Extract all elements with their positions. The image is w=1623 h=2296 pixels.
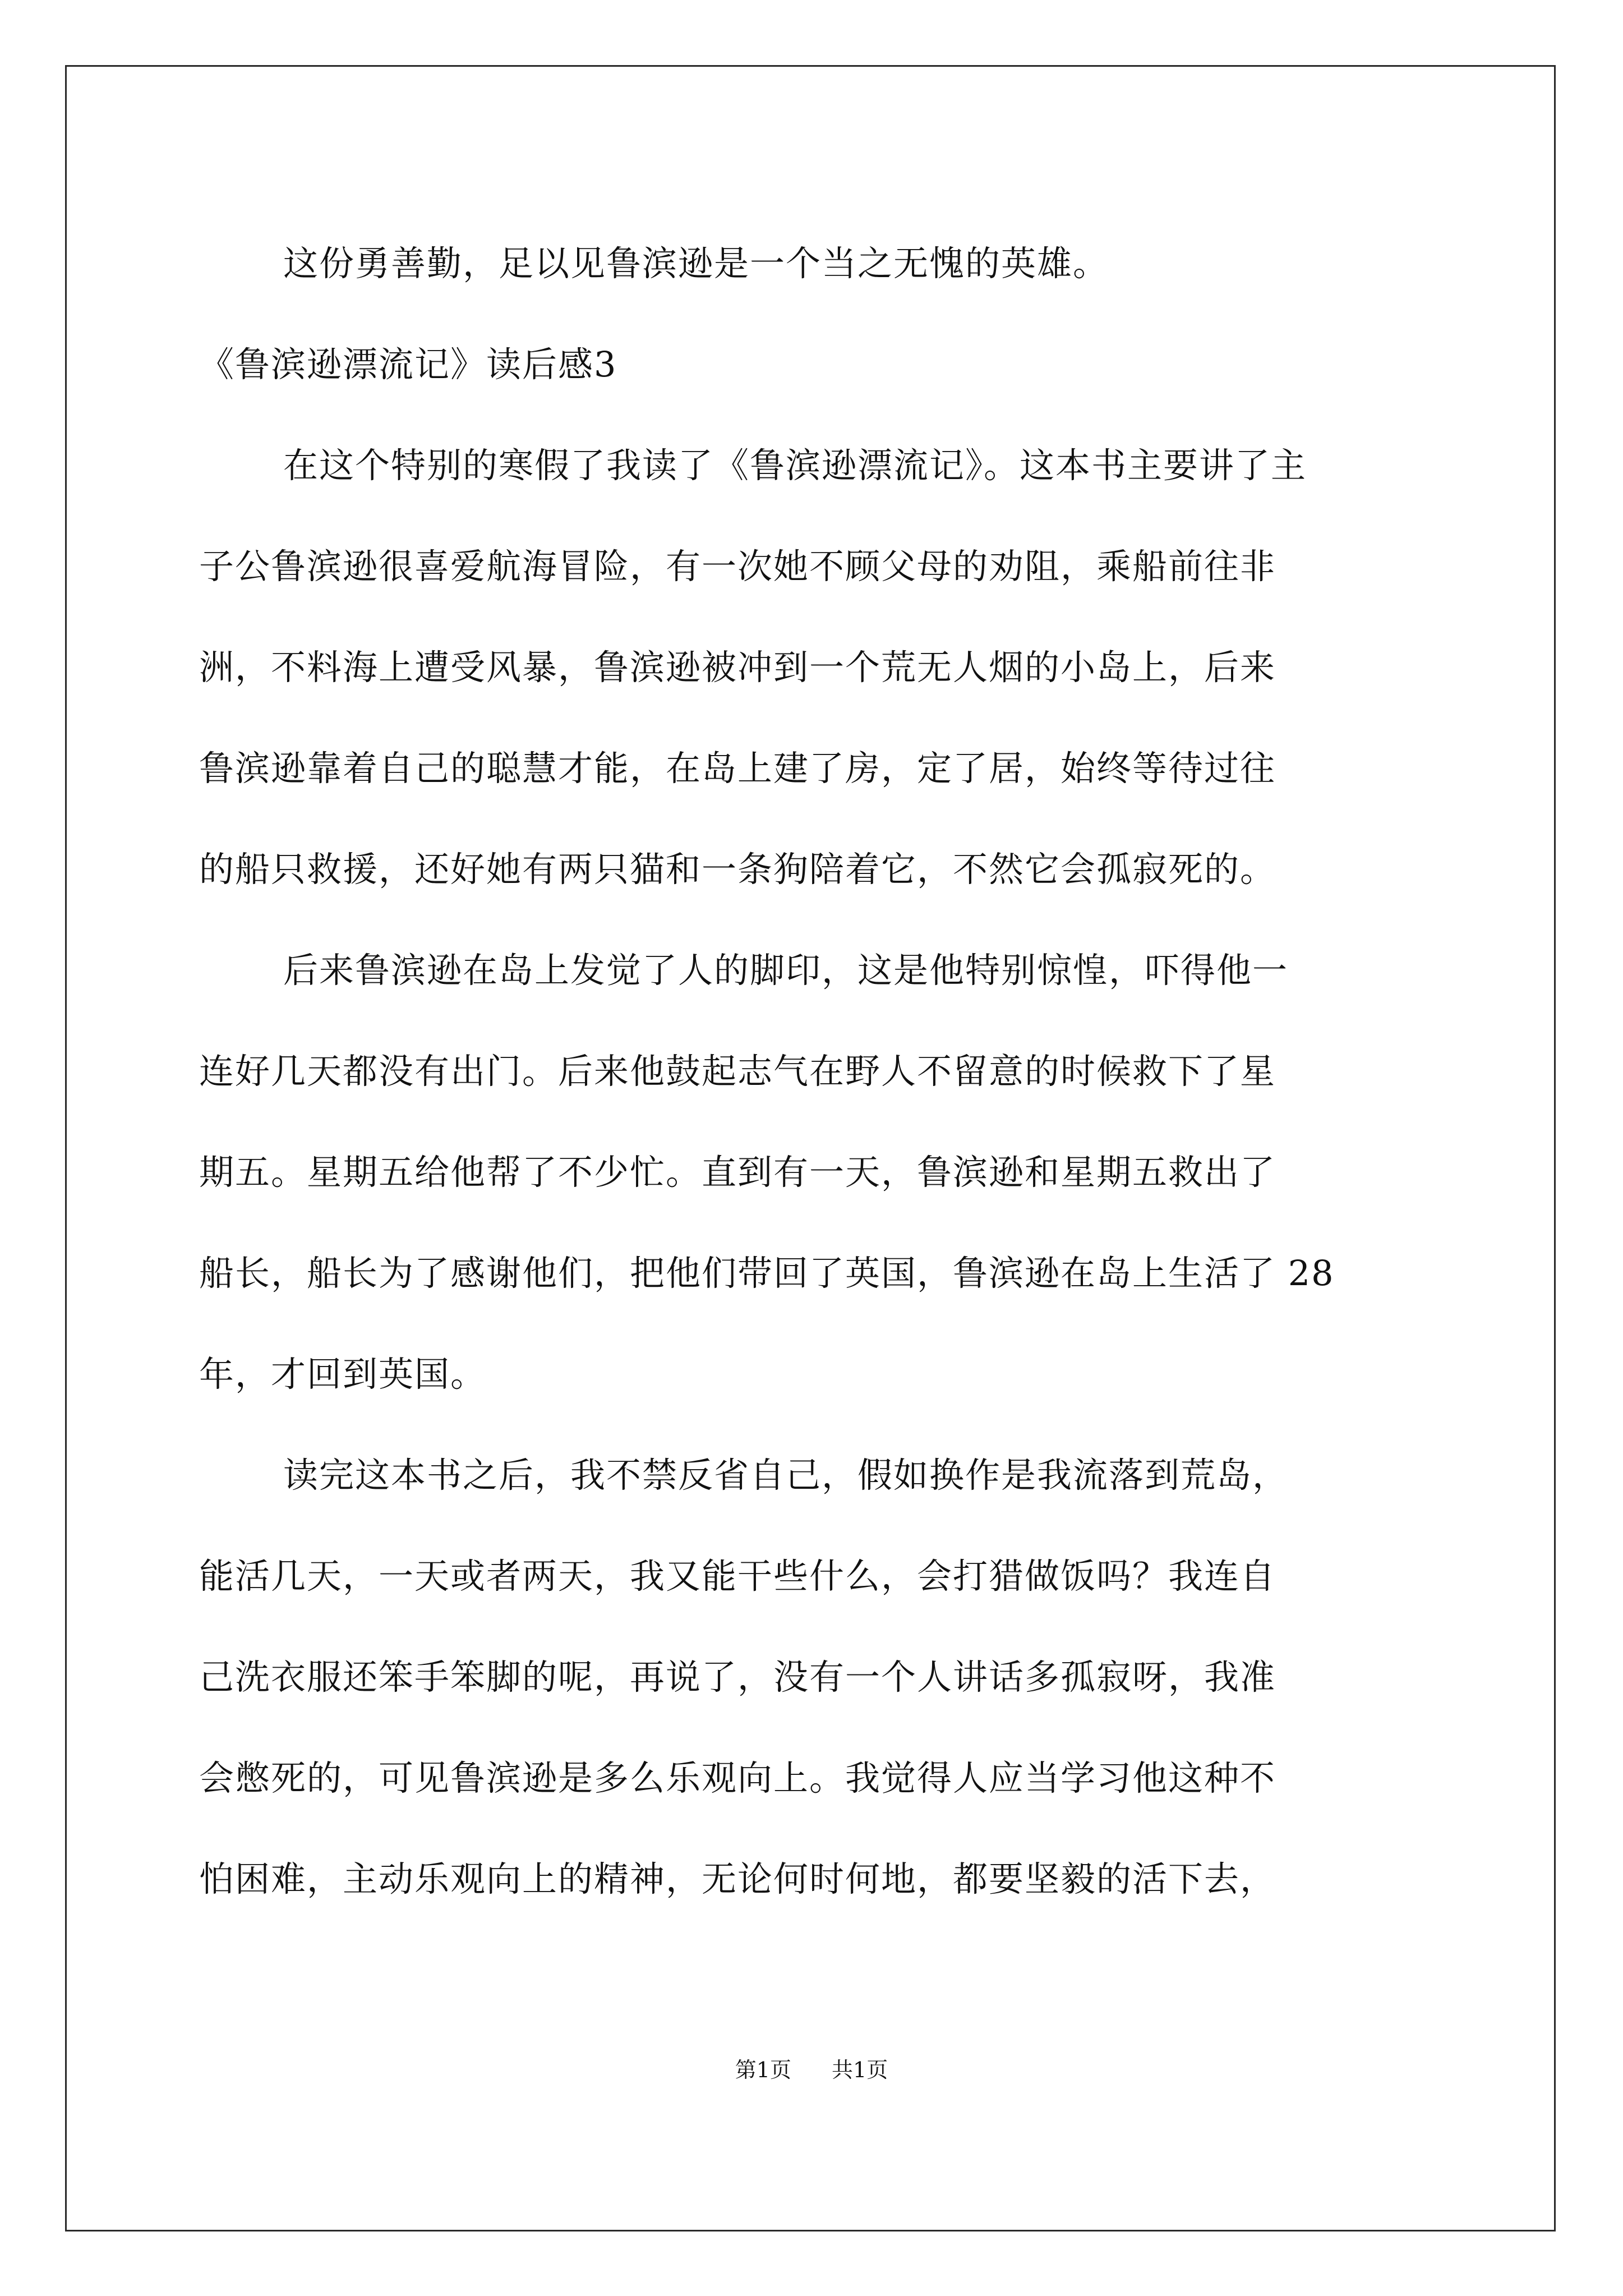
page-footer (0, 2056, 1623, 2084)
paragraph-line: 的船只救援，还好她有两只猫和一条狗陪着它，不然它会孤寂死的。 (199, 849, 1276, 890)
paragraph-line: 连好几天都没有出门。后来他鼓起志气在野人不留意的时候救下了星 (199, 1051, 1276, 1092)
paragraph-line: 会憋死的，可见鲁滨逊是多么乐观向上。我觉得人应当学习他这种不 (199, 1757, 1276, 1798)
paragraph-line: 能活几天，一天或者两天，我又能干些什么，会打猎做饭吗？我连自 (199, 1556, 1276, 1596)
paragraph-line: 子公鲁滨逊很喜爱航海冒险，有一次她不顾父母的劝阻，乘船前往非 (199, 546, 1276, 587)
paragraph-line: 期五。星期五给他帮了不少忙。直到有一天，鲁滨逊和星期五救出了 (199, 1152, 1276, 1193)
paragraph-line: 鲁滨逊靠着自己的聪慧才能，在岛上建了房，定了居，始终等待过往 (199, 748, 1276, 789)
paragraph-line: 在这个特别的寒假了我读了《鲁滨逊漂流记》。这本书主要讲了主 (283, 445, 1307, 486)
page-total: 共1页 (832, 2058, 888, 2082)
document-body (199, 213, 1430, 1930)
page-number: 第1页 (735, 2058, 791, 2082)
paragraph-line: 年，才回到英国。 (199, 1354, 487, 1395)
paragraph-line: 读完这本书之后，我不禁反省自己，假如换作是我流落到荒岛， (283, 1455, 1289, 1496)
paragraph-line: 洲，不料海上遭受风暴，鲁滨逊被冲到一个荒无人烟的小岛上，后来 (199, 647, 1276, 688)
paragraph-line: 怕困难，主动乐观向上的精神，无论何时何地，都要坚毅的活下去， (199, 1858, 1276, 1899)
paragraph-line: 这份勇善勤，足以见鲁滨逊是一个当之无愧的英雄。 (283, 243, 1109, 284)
section-heading: 《鲁滨逊漂流记》读后感3 (199, 344, 617, 385)
paragraph-line: 船长，船长为了感谢他们，把他们带回了英国，鲁滨逊在岛上生活了 28 (199, 1253, 1335, 1294)
paragraph-line: 后来鲁滨逊在岛上发觉了人的脚印，这是他特别惊惶，吓得他一 (283, 950, 1289, 991)
paragraph-line: 己洗衣服还笨手笨脚的呢，再说了，没有一个人讲话多孤寂呀，我准 (199, 1657, 1276, 1697)
